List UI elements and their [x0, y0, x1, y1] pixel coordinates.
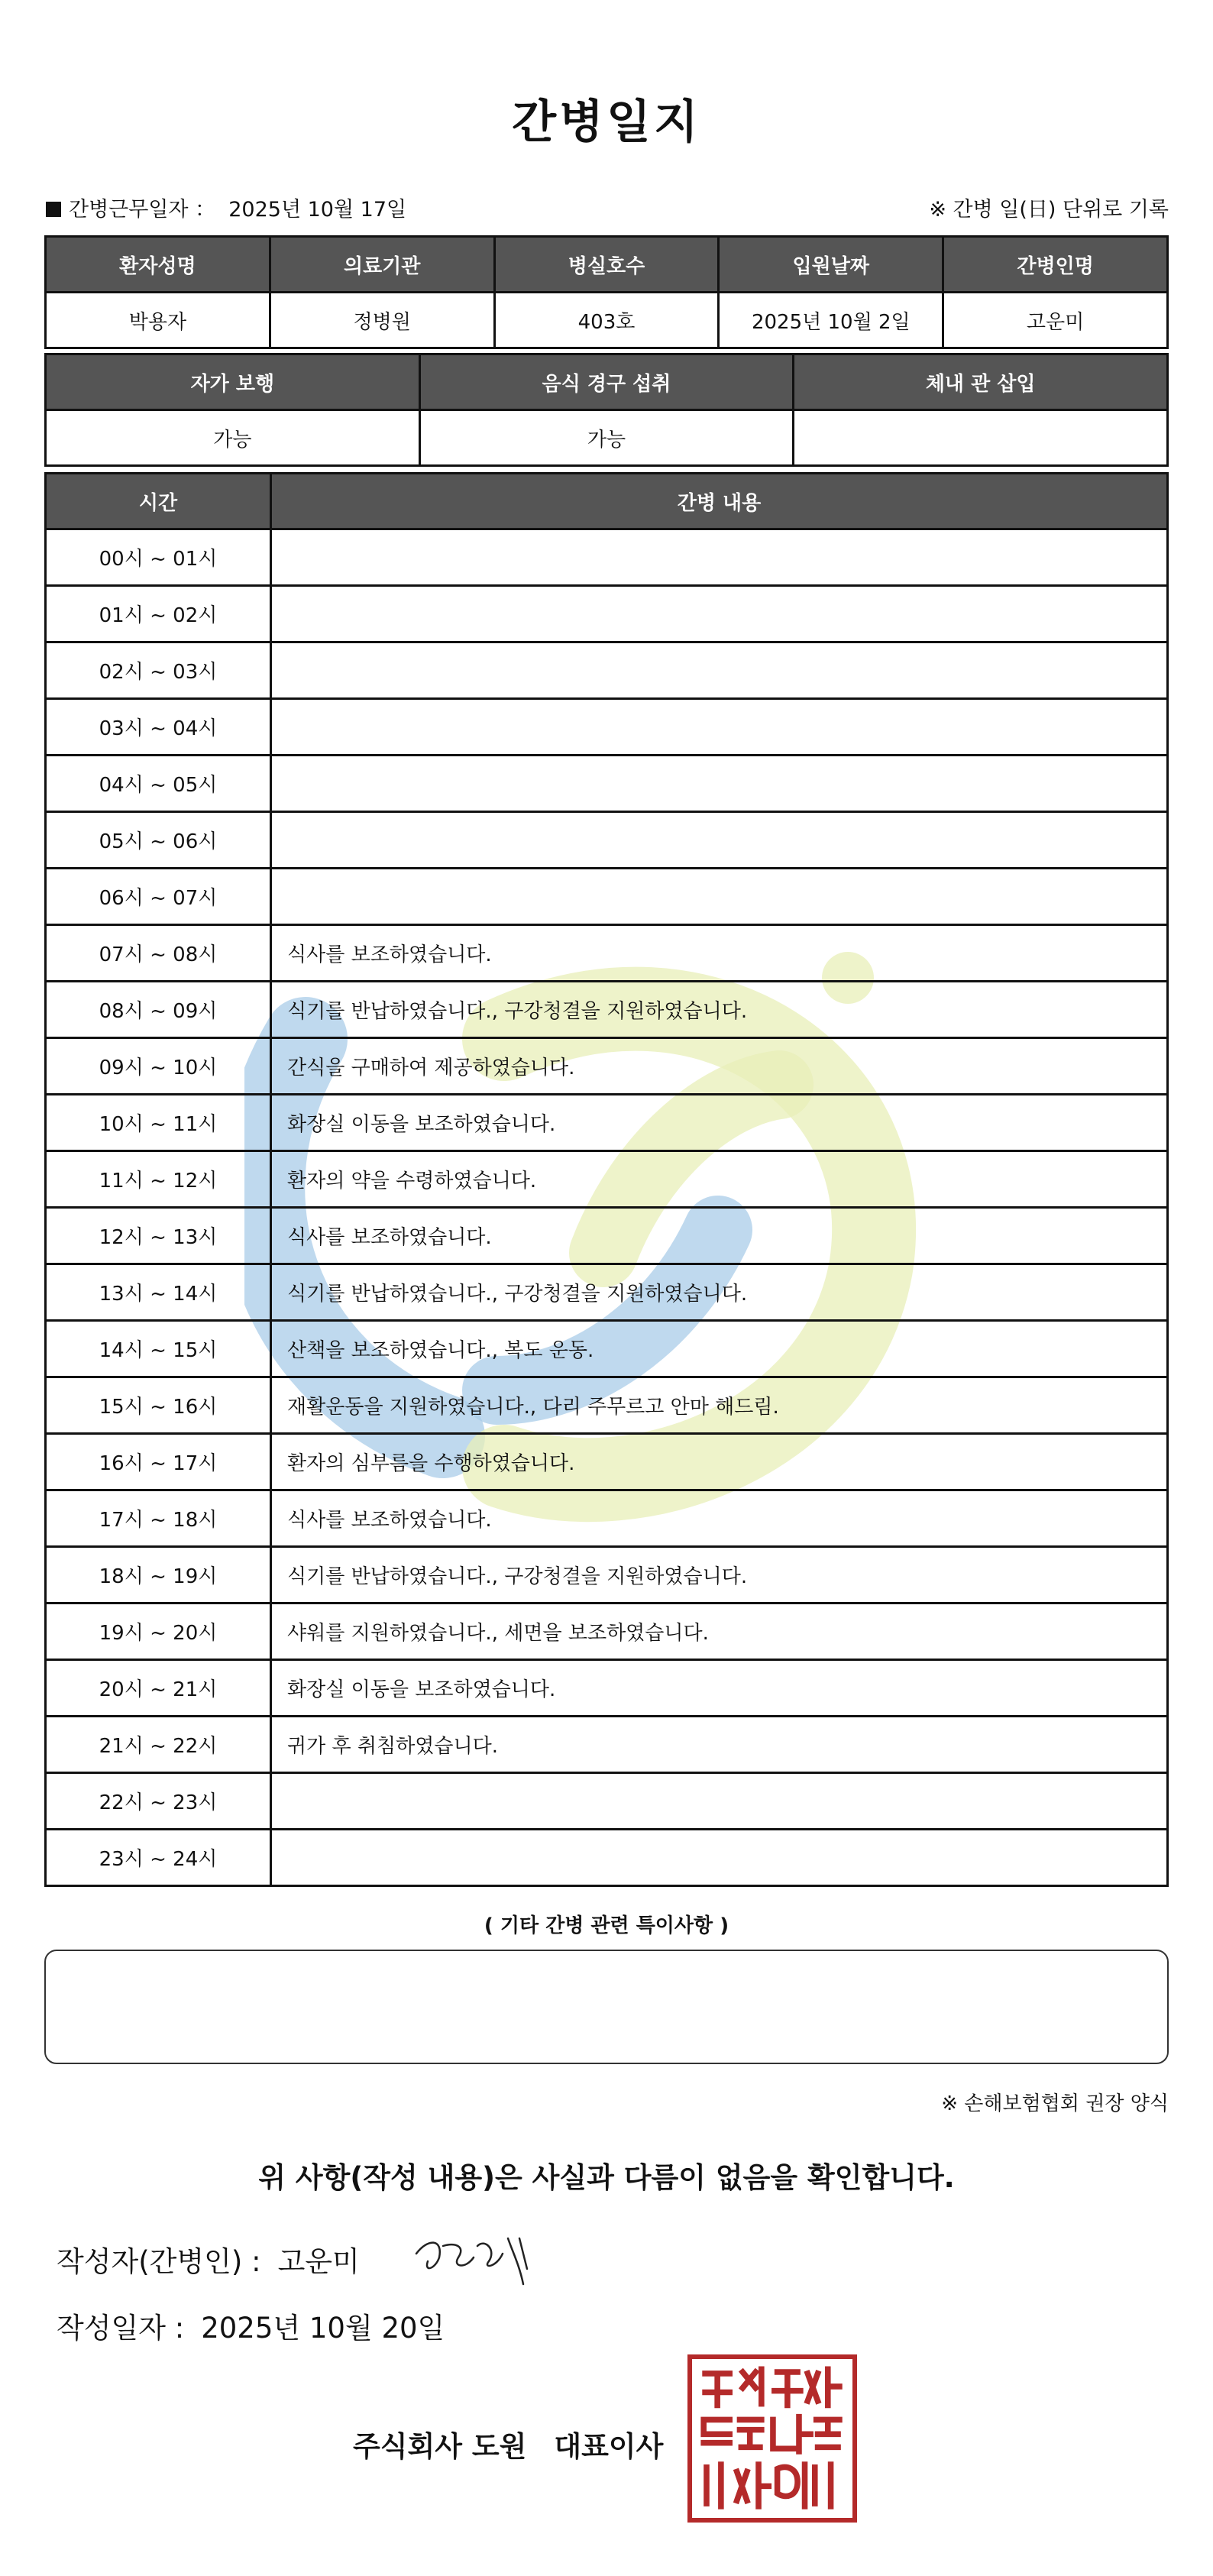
care-log-row [46, 869, 1168, 925]
care-log-row [46, 642, 1168, 699]
care-content: 식기를 반납하였습니다., 구강청결을 지원하였습니다. [271, 1264, 1168, 1321]
time-slot: 06시 ~ 07시 [46, 869, 271, 925]
room-number: 403호 [494, 293, 719, 348]
care-content: 샤워를 지원하였습니다., 세면을 보조하였습니다. [271, 1604, 1168, 1660]
page-title: 간병일지 [512, 95, 701, 149]
care-content: 화장실 이동을 보조하였습니다. [271, 1095, 1168, 1151]
written-date-value: 2025년 10월 20일 [201, 2312, 445, 2345]
hospital-name: 정병원 [270, 293, 494, 348]
care-log-row [46, 1604, 1168, 1660]
header-walking: 자가 보행 [46, 354, 420, 410]
time-slot: 03시 ~ 04시 [46, 699, 271, 756]
oral-intake-status: 가능 [419, 410, 794, 466]
square-bullet-icon [46, 202, 61, 217]
care-content [271, 529, 1168, 586]
care-log-row [46, 1660, 1168, 1717]
care-content: 귀가 후 취침하였습니다. [271, 1717, 1168, 1773]
tube-status [794, 410, 1168, 466]
care-log-row [46, 699, 1168, 756]
patient-status-table [44, 353, 1169, 467]
care-content: 간식을 구매하여 제공하였습니다. [271, 1038, 1168, 1095]
company-representative: 대표이사 [554, 2430, 664, 2463]
time-slot: 20시 ~ 21시 [46, 1660, 271, 1717]
header-oral-intake: 음식 경구 섭취 [419, 354, 794, 410]
patient-name: 박용자 [46, 293, 270, 348]
care-content: 재활운동을 지원하였습니다., 다리 주무르고 안마 해드림. [271, 1377, 1168, 1434]
care-log-row [46, 1264, 1168, 1321]
care-content: 식사를 보조하였습니다. [271, 1208, 1168, 1264]
writer-name: 고운미 [277, 2245, 360, 2278]
care-log-row [46, 925, 1168, 982]
time-slot: 07시 ~ 08시 [46, 925, 271, 982]
care-log-row [46, 1151, 1168, 1208]
care-log-row [46, 1377, 1168, 1434]
time-slot: 00시 ~ 01시 [46, 529, 271, 586]
patient-info-header-row [46, 237, 1168, 293]
time-slot: 05시 ~ 06시 [46, 812, 271, 869]
care-log-row [46, 1830, 1168, 1886]
care-log-row [46, 1490, 1168, 1547]
status-header-row [46, 354, 1168, 410]
work-date-value: 2025년 10월 17일 [228, 198, 407, 222]
time-slot: 14시 ~ 15시 [46, 1321, 271, 1377]
handwritten-signature [412, 2223, 542, 2292]
care-content [271, 642, 1168, 699]
care-log-body [46, 529, 1168, 1886]
care-log-row [46, 756, 1168, 812]
header-admission-date: 입원날짜 [719, 237, 943, 293]
care-content: 식기를 반납하였습니다., 구강청결을 지원하였습니다. [271, 982, 1168, 1038]
writer-line [57, 2238, 360, 2280]
care-log-row [46, 529, 1168, 586]
header-room: 병실호수 [494, 237, 719, 293]
writer-label: 작성자(간병인) : [57, 2245, 261, 2278]
care-content: 화장실 이동을 보조하였습니다. [271, 1660, 1168, 1717]
time-slot: 12시 ~ 13시 [46, 1208, 271, 1264]
care-log-row [46, 982, 1168, 1038]
time-slot: 17시 ~ 18시 [46, 1490, 271, 1547]
care-content: 식사를 보조하였습니다. [271, 1490, 1168, 1547]
care-log-row [46, 1095, 1168, 1151]
remarks-box [44, 1950, 1169, 2064]
care-log-row [46, 1773, 1168, 1830]
time-slot: 23시 ~ 24시 [46, 1830, 271, 1886]
time-slot: 16시 ~ 17시 [46, 1434, 271, 1490]
time-slot: 19시 ~ 20시 [46, 1604, 271, 1660]
time-slot: 21시 ~ 22시 [46, 1717, 271, 1773]
time-slot: 08시 ~ 09시 [46, 982, 271, 1038]
care-log-header-row [46, 474, 1168, 529]
walking-status: 가능 [46, 410, 420, 466]
time-slot: 13시 ~ 14시 [46, 1264, 271, 1321]
care-log-row [46, 1321, 1168, 1377]
time-slot: 18시 ~ 19시 [46, 1547, 271, 1604]
written-date-label: 작성일자 : [57, 2312, 185, 2345]
care-content [271, 1830, 1168, 1886]
care-log-row [46, 1717, 1168, 1773]
patient-info-table [44, 235, 1169, 349]
care-content [271, 586, 1168, 642]
time-slot: 02시 ~ 03시 [46, 642, 271, 699]
patient-info-value-row [46, 293, 1168, 348]
company-name: 주식회사 도원 [353, 2430, 527, 2463]
care-content: 식사를 보조하였습니다. [271, 925, 1168, 982]
admission-date: 2025년 10월 2일 [719, 293, 943, 348]
care-log-row [46, 1208, 1168, 1264]
header-tube: 체내 관 삽입 [794, 354, 1168, 410]
care-log-row [46, 1547, 1168, 1604]
remarks-title: ( 기타 간병 관련 특이사항 ) [484, 1914, 729, 1937]
header-caregiver: 간병인명 [943, 237, 1168, 293]
time-slot: 09시 ~ 10시 [46, 1038, 271, 1095]
time-slot: 15시 ~ 16시 [46, 1377, 271, 1434]
time-slot: 22시 ~ 23시 [46, 1773, 271, 1830]
care-content [271, 699, 1168, 756]
header-care-content: 간병 내용 [271, 474, 1168, 529]
time-slot: 04시 ~ 05시 [46, 756, 271, 812]
care-log-table [44, 472, 1169, 1887]
company-seal [687, 2354, 857, 2523]
care-content [271, 812, 1168, 869]
care-content [271, 869, 1168, 925]
care-content: 식기를 반납하였습니다., 구강청결을 지원하였습니다. [271, 1547, 1168, 1604]
caregiver-name: 고운미 [943, 293, 1168, 348]
care-log-row [46, 1434, 1168, 1490]
status-value-row [46, 410, 1168, 466]
header-hospital: 의료기관 [270, 237, 494, 293]
work-date [46, 193, 406, 222]
confirmation-statement: 위 사항(작성 내용)은 사실과 다름이 없음을 확인합니다. [258, 2161, 955, 2194]
care-content: 환자의 심부름을 수행하였습니다. [271, 1434, 1168, 1490]
header-patient-name: 환자성명 [46, 237, 270, 293]
care-content: 환자의 약을 수령하였습니다. [271, 1151, 1168, 1208]
company-signature-line [353, 2423, 663, 2464]
work-date-label: 간병근무일자 ： [69, 198, 216, 222]
daily-record-note: ※ 간병 일(日) 단위로 기록 [929, 198, 1169, 222]
header-time: 시간 [46, 474, 271, 529]
time-slot: 11시 ~ 12시 [46, 1151, 271, 1208]
care-content [271, 1773, 1168, 1830]
care-content [271, 756, 1168, 812]
time-slot: 01시 ~ 02시 [46, 586, 271, 642]
time-slot: 10시 ~ 11시 [46, 1095, 271, 1151]
care-log-row [46, 586, 1168, 642]
recommend-note: ※ 손해보험협회 권장 양식 [941, 2092, 1169, 2115]
care-log-row [46, 812, 1168, 869]
written-date-line [57, 2305, 445, 2346]
care-content: 산책을 보조하였습니다., 복도 운동. [271, 1321, 1168, 1377]
care-log-row [46, 1038, 1168, 1095]
